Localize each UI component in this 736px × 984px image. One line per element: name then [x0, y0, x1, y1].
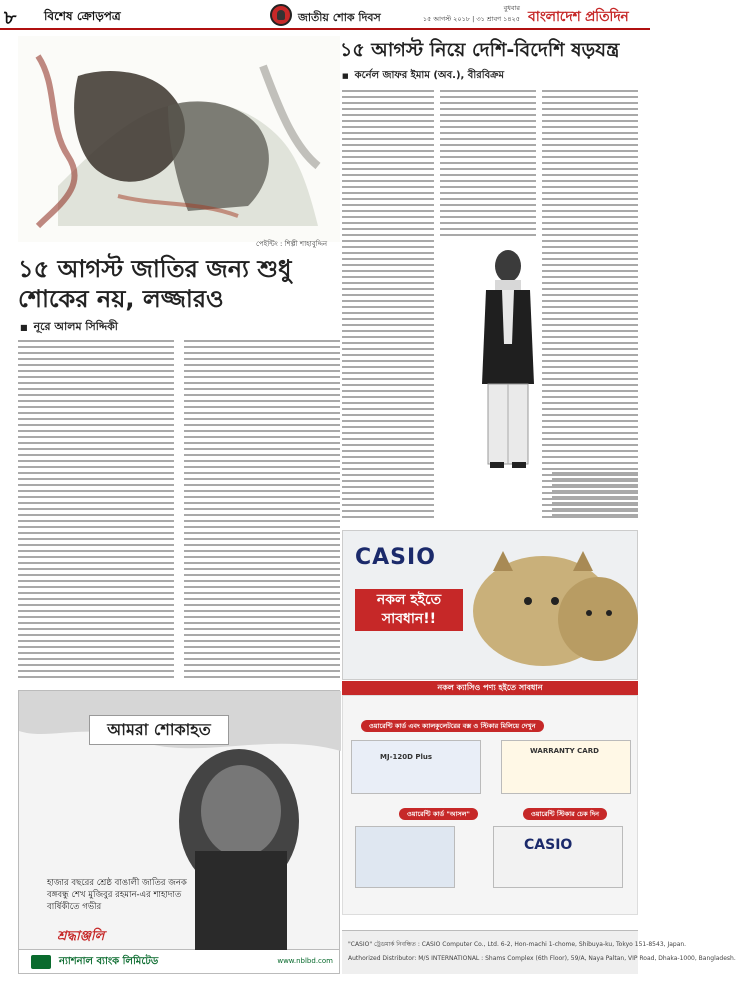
- right-headline: ১৫ আগস্ট নিয়ে দেশি-বিদেশি ষড়যন্ত্র: [340, 39, 620, 61]
- masthead: [0, 0, 650, 30]
- calculator-box-image: [351, 740, 481, 794]
- casio-advertisement: [342, 530, 638, 680]
- bank-website: www.nblbd.com: [277, 957, 333, 965]
- sticker-logo: CASIO: [524, 837, 573, 853]
- day-title: জাতীয় শোক দিবস: [298, 11, 381, 24]
- step3-label: ওয়ারেন্টি স্টিকার চেক দিন: [523, 808, 607, 820]
- left-author: ■ নূরে আলম সিদ্দিকী: [20, 318, 118, 337]
- step1-label: ওয়ারেন্টি কার্ড এবং ক্যালকুলেটরের বক্স ও স্টিকার মিলিয়ে দেখুন: [361, 720, 544, 732]
- date-line: ১৫ আগস্ট ২০১৮ | ৩১ শ্রাবণ ১৪২৫: [422, 15, 520, 23]
- casio-sticker-image: [493, 826, 623, 888]
- casio-strip: নকল ক্যাসিও পণ্য হইতে সাবধান: [342, 681, 638, 695]
- right-author: ■ কর্নেল জাফর ইমাম (অব.), বীরবিক্রম: [342, 68, 504, 85]
- bank-logo-icon: [31, 955, 51, 969]
- portrait-badge-icon: [270, 4, 292, 26]
- dateline: [422, 3, 520, 25]
- counterfeit-warning: নকল হইতে সাবধান!!: [355, 589, 463, 631]
- mourning-title: আমরা শোকাহত: [89, 715, 229, 745]
- tribute-text: শ্রদ্ধাঞ্জলি: [57, 929, 105, 944]
- left-body-col-1: [18, 340, 174, 682]
- trademark-line: "CASIO" ট্রেডমার্ক নিবন্ধিত : CASIO Computer Co., Ltd. 6-2, Hon-machi 1-chome, Shibuya-ku, Tokyo 151-8543, Japan.: [348, 941, 687, 948]
- step2-label: ওয়ারেন্টি কার্ড "আসল": [399, 808, 478, 820]
- right-body-col-1: [342, 90, 434, 520]
- left-body-col-2: [184, 340, 340, 682]
- right-body-col-2b: [552, 472, 638, 516]
- model-name: MJ-120D Plus: [380, 753, 433, 761]
- mourning-caption: হাজার বছরের শ্রেষ্ঠ বাঙালী জাতির জনক বঙ্গবন্ধু শেখ মুজিবুর রহমান-এর শাহাদাত বার্ষিকীতে গভীর: [47, 878, 187, 912]
- right-body-col-2: [440, 90, 536, 240]
- painting-image: [18, 36, 340, 242]
- casio-logo: CASIO: [355, 545, 436, 570]
- bank-name: ন্যাশনাল ব্যাংক লিমিটেড: [59, 956, 159, 967]
- page-number: ৮: [4, 7, 17, 29]
- bangabandhu-photo: [468, 244, 548, 470]
- warranty-card-label: WARRANTY CARD: [530, 747, 599, 755]
- right-body-col-3: [542, 90, 638, 520]
- section-title: বিশেষ ক্রোড়পত্র: [44, 9, 121, 23]
- casio-verification-panel: [342, 695, 638, 915]
- distributor-line: Authorized Distributor: M/S INTERNATIONAL : Shams Complex (6th Floor), 59/A, Naya Paltan, VIP Road, Dhaka-1000, Bangladesh.: [348, 955, 736, 962]
- date-day: বুধবার: [503, 4, 520, 12]
- casio-footer: [342, 930, 736, 974]
- warranty-card-image: [501, 740, 631, 794]
- left-headline: ১৫ আগস্ট জাতির জন্য শুধু শোকের নয়, লজ্জারও: [18, 255, 292, 313]
- newspaper-logo: বাংলাদেশ প্রতিদিন: [528, 9, 629, 25]
- bank-footer: [18, 950, 340, 974]
- mourning-advertisement: [18, 690, 340, 950]
- photo-credit: পেইন্টিং : শিল্পী শাহাবুদ্দিন: [256, 240, 328, 248]
- sticker-image: [355, 826, 455, 888]
